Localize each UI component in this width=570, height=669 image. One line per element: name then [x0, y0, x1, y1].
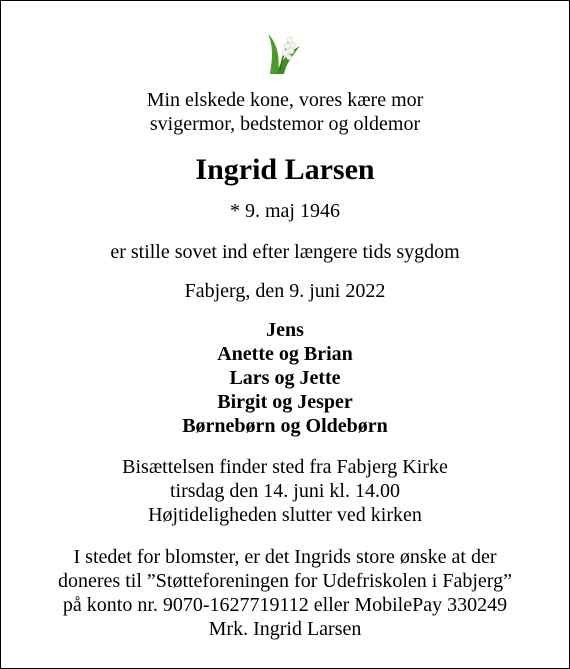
family-member: Birgit og Jesper	[217, 391, 353, 413]
intro-line-1: Min elskede kone, vores kære mor	[146, 89, 424, 111]
family-member: Anette og Brian	[217, 343, 353, 365]
funeral-line-2: tirsdag den 14. juni kl. 14.00	[170, 480, 400, 502]
donation-line-1: I stedet for blomster, er det Ingrids store ønske at der	[73, 546, 497, 568]
funeral-line-3: Højtideligheden slutter ved kirken	[148, 504, 422, 526]
deceased-name: Ingrid Larsen	[195, 153, 375, 186]
place-date: Fabjerg, den 9. juni 2022	[184, 280, 386, 302]
intro-line-2: svigermor, bedstemor og oldemor	[149, 113, 421, 135]
donation-line-2: doneres til ”Støtteforeningen for Udefriskolen i Fabjerg”	[58, 570, 512, 592]
donation-line-4: Mrk. Ingrid Larsen	[208, 618, 362, 640]
funeral-line-1: Bisættelsen finder sted fra Fabjerg Kirke	[122, 456, 448, 478]
passing-text: er stille sovet ind efter længere tids sygdom	[110, 241, 460, 263]
family-member: Lars og Jette	[229, 367, 341, 389]
family-member: Jens	[266, 319, 304, 341]
lily-of-the-valley-icon	[260, 30, 306, 76]
birth-date: * 9. maj 1946	[230, 200, 340, 222]
donation-line-3: på konto nr. 9070-1627719112 eller MobilePay 330249	[62, 594, 508, 616]
family-member: Børnebørn og Oldebørn	[182, 415, 388, 437]
